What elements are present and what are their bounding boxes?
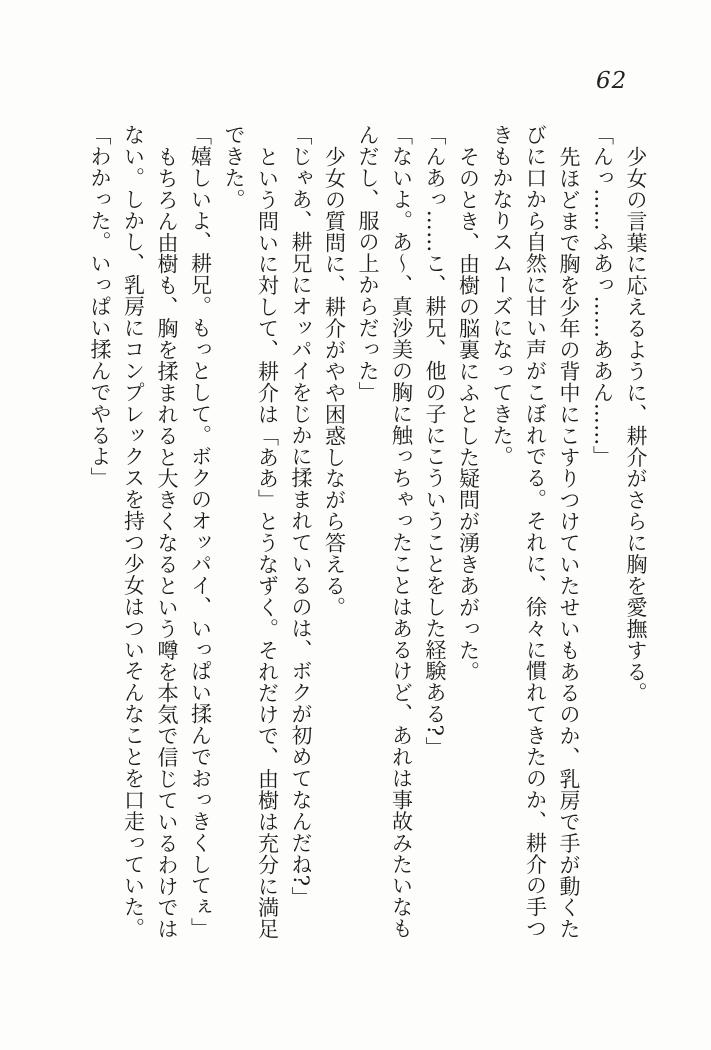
text-line: びに口から自然に甘い声がこぼれでる。それに、徐々に慣れてきたのか、耕介の手つ: [523, 124, 548, 940]
text-line: 「んっ……ふあっ……ああん……」: [590, 124, 615, 468]
text-line: 「んあっ……こ、耕兄、他の子にこういうことをした経験ある?」: [423, 124, 447, 758]
text-line: 「ないよ。あ〜、真沙美の胸に触っちゃったことはあるけど、あれは事故みたいなも: [389, 124, 414, 940]
text-line: 少女の質問に、耕介がやや困惑しながら答える。: [322, 145, 347, 618]
text-line: 「嬉しいよ、耕兄。もっとして。ボクのオッパイ、いっぱい揉んでおっきくしてぇ」: [188, 124, 213, 940]
text-line: という問いに対して、耕介は「ああ」とうなずく。それだけで、由樹は充分に満足: [255, 145, 280, 940]
text-line: 先ほどまで胸を少年の背中にこすりつけていたせいもあるのか、乳房で手が動くた: [557, 145, 581, 940]
text-line: んだし、服の上からだった」: [356, 124, 380, 403]
text-line: もちろん由樹も、胸を揉まれると大きくなるという噂を本気で信じているわけでは: [155, 145, 179, 940]
text-line: きもかなりスムーズになってきた。: [490, 124, 514, 468]
page-text: [83, 124, 653, 956]
text-line: できた。: [222, 124, 246, 210]
text-line: そのとき、由樹の脳裏にふとした疑問が湧きあがった。: [456, 145, 481, 682]
page-number: 62: [596, 68, 628, 94]
text-line: 「わかった。いっぱい揉んでやるよ」: [88, 124, 112, 489]
text-line: 少女の言葉に応えるように、耕介がさらに胸を愛撫する。: [624, 145, 648, 704]
text-line: 「じゃあ、耕兄にオッパイをじかに揉まれているのは、ボクが初めてなんだね?」: [289, 124, 313, 908]
text-line: ない。しかし、乳房にコンプレックスを持つ少女はついそんなことを口走っていた。: [121, 124, 146, 940]
